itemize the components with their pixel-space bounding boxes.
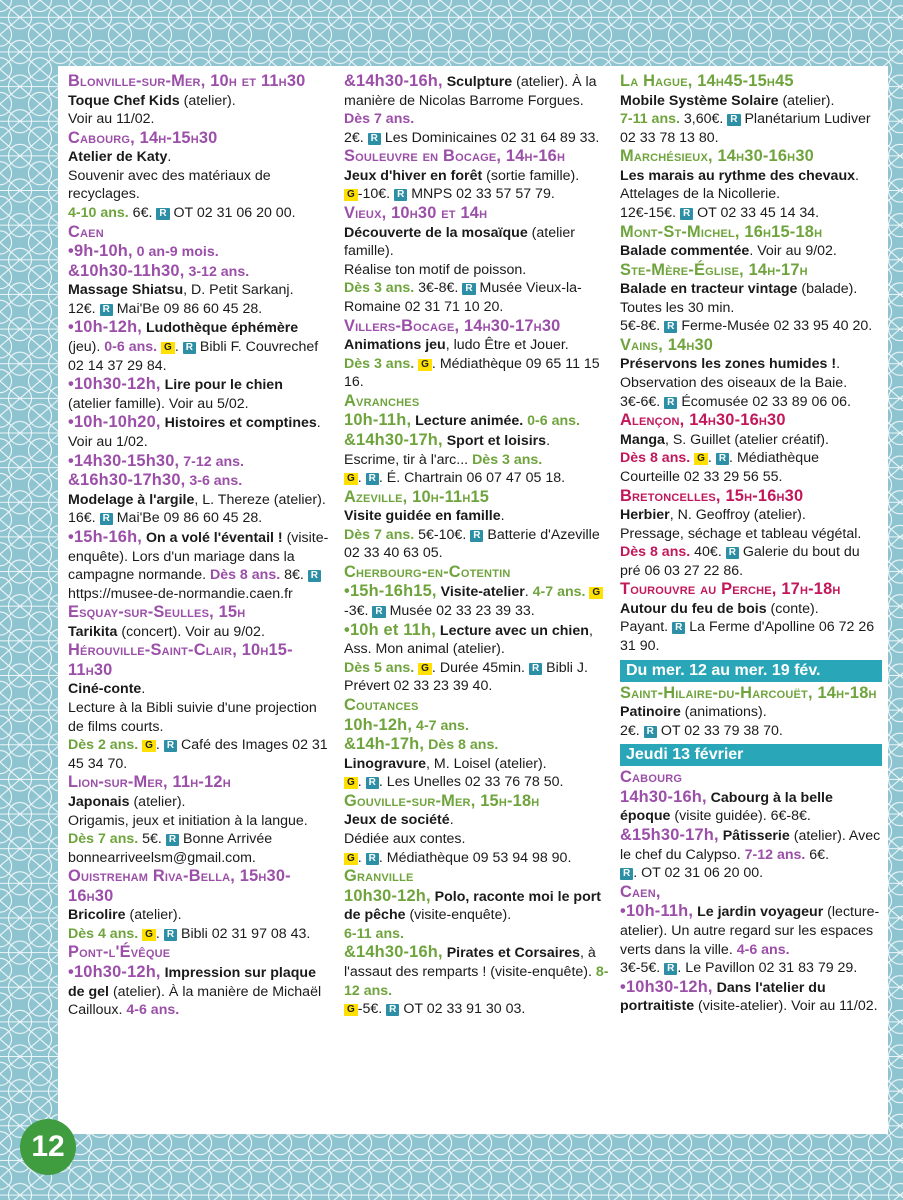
activity-name: Visite-atelier (436, 584, 525, 601)
age-range: Dès 7 ans. (344, 111, 415, 128)
age-range: 6-11 ans. (344, 925, 404, 942)
age-range: Dès 3 ans. (344, 280, 415, 297)
event-time: 10h-12h, (344, 715, 413, 734)
reservation-badge: R (726, 547, 739, 559)
event-description: Pressage, séchage et tableau végétal. (620, 525, 862, 542)
reservation-badge: R (164, 740, 177, 752)
activity-name: Polo, raconte moi le port de pêche (344, 888, 602, 924)
event-blonville: Blonville-sur-Mer, 10h et 11h30 Toque Chef Kids (atelier). Voir au 11/02. (68, 72, 330, 129)
location-title: Vains, 14h30 (620, 335, 714, 354)
age-range: Dès 8 ans. (424, 737, 499, 754)
event-time: &14h-17h, (344, 735, 425, 754)
event-stmere: Ste-Mère-Église, 14h-17h Balade en tracteur vintage (balade). Toutes les 30 min. 5€-8€. R Ferme-Musée 02 33 95 40 20. (620, 261, 882, 336)
age-range: 3-6 ans. (185, 473, 243, 490)
free-badge: G (418, 663, 432, 675)
age-range: 3-12 ans. (184, 263, 250, 280)
location-title: Souleuvre en Bocage, 14h-16h (344, 147, 566, 166)
location-title: Alençon, 14h30-16h30 (620, 411, 786, 430)
column-3 (620, 72, 882, 1016)
activity-name: Jeux de société (344, 812, 450, 829)
event-time: 10h-11h, (344, 411, 412, 430)
location-title: Pont-l'Évêque (68, 943, 171, 962)
event-description: Lecture à la Bibli suivie d'une projection de films courts. (68, 700, 317, 735)
activity-name: Lecture animée. (411, 413, 528, 430)
event-vieux: Vieux, 10h30 et 14h Découverte de la mosaïque (atelier famille). Réalise ton motif de poisson. Dès 3 ans. 3€-8€. R Musée Vieux-la-Romaine 02 31 71 10 20. (344, 204, 612, 316)
location-title: Lion-sur-Mer, 11h-12h (68, 773, 231, 792)
activity-name: Tarikita (68, 623, 118, 640)
reservation-badge: R (308, 570, 321, 582)
event-time: •10h30-12h, (68, 962, 161, 981)
reservation-badge: R (680, 208, 693, 220)
event-time: 14h30-16h, (620, 787, 707, 806)
event-time: &10h30-11h30, (68, 261, 185, 280)
reservation-badge: R (366, 473, 379, 485)
event-caen: Caen •9h-10h, 0 an-9 mois. &10h30-11h30, 3-12 ans. Massage Shiatsu, D. Petit Sarkanj. 12€. R Mai'Be 09 86 60 45 28. •10h-12h, Ludothèque éphémère (jeu). 0-6 ans. G . R Bibli F. Couvrechef 02 14 37 29 84. •10h30-12h, Lire pour le chien (atelier famille). Voir au 5/02. •10h-10h20, Histoires et comptines. Voir au 1/02. •14h30-15h30, 7-12 ans. &16h30-17h30, 3-6 ans. Modelage à l'argile, L. Thereze (atelier). 16€. R Mai'Be 09 86 60 45 28. •15h-16h, On a volé l'éventail ! (visite-enquête). Lors d'un mariage dans la campagne normande. Dès 8 ans. 8€. R https://musee-de-normandie.caen.fr (68, 222, 329, 602)
event-description: Dédiée aux contes. (344, 831, 466, 847)
event-time: •10h-11h, (620, 902, 694, 921)
location-title: Villers-Bocage, 14h30-17h30 (344, 316, 561, 335)
age-range: Dès 8 ans. (620, 544, 691, 561)
reservation-badge: R (100, 304, 113, 316)
event-time: •9h-10h, (68, 242, 133, 261)
date-band: Jeudi 13 février (620, 744, 882, 766)
reservation-badge: R (727, 114, 740, 126)
event-time: •14h30-15h30, (68, 451, 180, 470)
activity-name: Les marais au rythme des chevaux (620, 167, 856, 184)
age-range: Dès 7 ans. (344, 526, 415, 543)
reservation-badge: R (366, 777, 379, 789)
location-title: Cabourg (620, 768, 683, 787)
event-pontleveque: Pont-l'Évêque •10h30-12h, Impression sur plaque de gel (atelier). À la manière de Michaël Cailloux. 4-6 ans. (68, 943, 330, 1019)
event-gouville: Gouville-sur-Mer, 15h-18h Jeux de société. Dédiée aux contes. G . R . Médiathèque 09 53 94 98 90. (344, 792, 612, 867)
event-granville: Granville 10h30-12h, Polo, raconte moi le port de pêche (visite-enquête). 6-11 ans. &14h30-16h, Pirates et Corsaires, à l'assaut des remparts ! (visite-enquête). 8-12 ans. G -5€. R OT 02 33 91 30 03. (344, 867, 612, 1019)
event-marchesieux: Marchésieux, 14h30-16h30 Les marais au rythme des chevaux. Attelages de la Nicollerie. 12€-15€. R OT 02 33 45 14 34. (620, 147, 882, 222)
free-badge: G (344, 777, 358, 789)
column-1 (68, 72, 330, 1020)
activity-name: Ludothèque éphémère (142, 320, 299, 337)
location-title: Marchésieux, 14h30-16h30 (620, 147, 814, 166)
age-range: Dès 8 ans. (209, 567, 281, 584)
activity-name: Préservons les zones humides ! (620, 356, 837, 373)
age-range: Dès 7 ans. (68, 831, 139, 848)
activity-name: On a volé l'éventail ! (142, 529, 283, 546)
location-title: Mont-St-Michel, 16h15-18h (620, 222, 823, 241)
event-bretoncelles: Bretoncelles, 15h-16h30 Herbier, N. Geoffroy (atelier). Pressage, séchage et tableau végétal. Dès 8 ans. 40€. R Galerie du bout du pré 06 03 27 22 86. (620, 487, 882, 581)
location-title: Hérouville-Saint-Clair, 10h15-11h30 (68, 641, 293, 679)
activity-name: Impression sur plaque de gel (68, 964, 316, 1000)
event-time: &14h30-16h, (344, 943, 443, 962)
activity-name: Cabourg à la belle époque (620, 789, 833, 825)
location-title: Esquay-sur-Seulles, 15h (68, 603, 246, 622)
age-range: 0-6 ans. (104, 339, 162, 356)
age-range: 0-6 ans. (527, 413, 580, 430)
age-range: 4-6 ans. (126, 1002, 180, 1019)
activity-name: Le jardin voyageur (693, 904, 824, 921)
activity-name: Sport et loisirs (442, 432, 547, 449)
activity-name: Sculpture (442, 74, 513, 90)
activity-name: Linogravure (344, 755, 426, 772)
event-sthilaire: Saint-Hilaire-du-Harcouët, 14h-18h Patinoire (animations). 2€. R OT 02 33 79 38 70. (620, 684, 882, 741)
reservation-badge: R (529, 663, 542, 675)
location-title: Cabourg, 14h-15h30 (68, 128, 218, 147)
event-montstmichel: Mont-St-Michel, 16h15-18h Balade commentée. Voir au 9/02. (620, 223, 882, 261)
activity-name: Manga (620, 431, 665, 448)
event-time: •10h-12h, (68, 318, 143, 337)
event-time: 10h30-12h, (344, 886, 431, 905)
event-cabourg: Cabourg, 14h-15h30 Atelier de Katy. Souvenir avec des matériaux de recyclages. 4-10 ans. 6€. R OT 02 31 06 20 00. (68, 129, 330, 223)
age-range: Dès 3 ans. (344, 355, 419, 372)
event-time: •15h-16h, (68, 527, 143, 546)
activity-name: Massage Shiatsu (68, 282, 184, 299)
age-range: Dès 8 ans. (620, 450, 695, 467)
reservation-badge: R (372, 606, 385, 618)
age-range: Dès 3 ans. (472, 451, 543, 468)
event-esquay: Esquay-sur-Seulles, 15h Tarikita (concert). Voir au 9/02. (68, 603, 330, 641)
location-title: Coutances (344, 696, 419, 715)
age-range: 4-7 ans. (532, 584, 586, 601)
event-azeville: Azeville, 10h-11h15 Visite guidée en famille. Dès 7 ans. 5€-10€. R Batterie d'Azeville 02 33 40 63 05. (344, 488, 612, 563)
event-lion: Lion-sur-Mer, 11h-12h Japonais (atelier). Origamis, jeux et initiation à la langue. Dès 7 ans. 5€. R Bonne Arrivée bonnearriveelsm@gmail.com. (68, 773, 330, 867)
location-title: Vieux, 10h30 et 14h (344, 204, 488, 223)
location-title: Gouville-sur-Mer, 15h-18h (344, 791, 540, 810)
activity-name: Herbier (620, 507, 670, 523)
activity-name: Animations jeu (344, 337, 446, 354)
event-time: &14h30-16h, (344, 72, 443, 90)
event-avranches: Avranches 10h-11h, Lecture animée. 0-6 ans. &14h30-17h, Sport et loisirs. Escrime, tir à l'arc... Dès 3 ans. G . R . É. Chartrain 06 07 47 05 18. (344, 392, 612, 488)
event-tourouvre: Tourouvre au Perche, 17h-18h Autour du feu de bois (conte). Payant. R La Ferme d'Apolline 06 72 26 31 90. (620, 580, 882, 655)
location-title: Ste-Mère-Église, 14h-17h (620, 260, 808, 279)
event-time: &16h30-17h30, (68, 471, 186, 490)
reservation-badge: R (664, 963, 677, 975)
event-time: •10h et 11h, (344, 620, 436, 639)
event-souleuvre: Souleuvre en Bocage, 14h-16h Jeux d'hiver en forêt (sortie famille). G -10€. R MNPS 02 33 57 57 79. (344, 147, 612, 204)
reservation-badge: R (386, 1004, 399, 1016)
event-caen-13: Caen, •10h-11h, Le jardin voyageur (lecture-atelier). Un autre regard sur les espaces verts dans la ville. 4-6 ans. 3€-5€. R . Le Pavillon 02 31 83 79 29. •10h30-12h, Dans l'atelier du portraitiste (visite-atelier). Voir au 11/02. (620, 883, 882, 1016)
event-time: •15h-16h15, (344, 582, 437, 601)
free-badge: G (694, 453, 708, 465)
activity-name: Lire pour le chien (160, 377, 283, 394)
reservation-badge: R (716, 453, 729, 465)
event-coutances: Coutances 10h-12h, 4-7 ans. &14h-17h, Dès 8 ans. Linogravure, M. Loisel (atelier). G . R . Les Unelles 02 33 76 78 50. (344, 696, 612, 792)
event-time: &15h30-17h, (620, 826, 719, 845)
age-range: 4-10 ans. (68, 204, 129, 221)
activity-name: Balade en tracteur vintage (620, 281, 798, 298)
page-number-badge: 12 (20, 1119, 76, 1175)
date-band: Du mer. 12 au mer. 19 fév. (620, 660, 882, 682)
event-link[interactable]: https://musee-de-normandie.caen.fr (68, 585, 293, 602)
event-alencon: Alençon, 14h30-16h30 Manga, S. Guillet (atelier créatif). Dès 8 ans. G . R . Médiathèque Courteille 02 33 29 56 55. (620, 411, 882, 486)
age-range: 4-6 ans. (736, 941, 790, 958)
event-villers: Villers-Bocage, 14h30-17h30 Animations jeu, ludo Être et Jouer. Dès 3 ans. G . Médiathèque 09 65 11 15 16. (344, 317, 612, 392)
reservation-badge: R (394, 189, 407, 201)
reservation-badge: R (183, 342, 196, 354)
event-description: Toutes les 30 min. (620, 299, 735, 316)
activity-name: Pirates et Corsaires (442, 945, 581, 962)
event-description: Observation des oiseaux de la Baie. (620, 375, 848, 392)
activity-name: Visite guidée en famille (344, 508, 501, 525)
activity-name: Balade commentée (620, 243, 750, 260)
reservation-badge: R (470, 530, 483, 542)
activity-name: Modelage à l'argile (68, 491, 195, 508)
location-title: Cherbourg-en-Cotentin (344, 562, 511, 581)
activity-name: Patinoire (620, 704, 681, 721)
reservation-badge: R (644, 726, 657, 738)
activity-name: Jeux d'hiver en forêt (344, 167, 483, 184)
event-lahague: La Hague, 14h45-15h45 Mobile Système Solaire (atelier). 7-11 ans. 3,60€. R Planétarium Ludiver 02 33 78 13 80. (620, 72, 882, 147)
location-title: Bretoncelles, 15h-16h30 (620, 486, 804, 505)
age-range: 8-12 ans. (344, 964, 609, 999)
reservation-badge: R (620, 868, 633, 880)
activity-name: Mobile Système Solaire (620, 92, 779, 109)
reservation-badge: R (366, 853, 379, 865)
location-title: Ouistreham Riva-Bella, 15h30-16h30 (68, 867, 291, 905)
reservation-badge: R (672, 622, 685, 634)
reservation-badge: R (166, 834, 179, 846)
location-title: Azeville, 10h-11h15 (344, 487, 490, 506)
free-badge: G (142, 740, 156, 752)
age-range: 7-11 ans. (620, 111, 680, 128)
activity-name: Autour du feu de bois (620, 600, 767, 617)
reservation-badge: R (462, 283, 475, 295)
event-cabourg-13: Cabourg 14h30-16h, Cabourg à la belle époque (visite guidée). 6€-8€. &15h30-17h, Pâtisserie (atelier). Avec le chef du Calypso. 7-12 ans. 6€. R . OT 02 31 06 20 00. (620, 768, 881, 882)
event-description: Réalise ton motif de poisson. (344, 261, 527, 278)
free-badge: G (344, 1004, 358, 1016)
event-time: •10h30-12h, (620, 977, 713, 996)
reservation-badge: R (164, 929, 177, 941)
event-time: •10h30-12h, (68, 375, 161, 394)
free-badge: G (418, 359, 432, 371)
location-title: Caen, (620, 882, 661, 901)
activity-name: Atelier de Katy (68, 149, 168, 166)
location-title: Saint-Hilaire-du-Harcouët, 14h-18h (620, 683, 877, 702)
location-title: Granville (344, 867, 414, 886)
column-2 (344, 72, 612, 1019)
event-description: Origamis, jeux et initiation à la langue. (68, 812, 308, 829)
event-time: •10h-10h20, (68, 413, 161, 432)
activity-name: Bricolire (68, 907, 126, 924)
event-note: Voir au 11/02. (68, 111, 155, 128)
reservation-badge: R (664, 397, 677, 409)
activity-name: Dans l'atelier du portraitiste (620, 979, 826, 1015)
activity-name: Japonais (68, 793, 130, 810)
free-badge: G (344, 473, 358, 485)
age-range: 0 an-9 mois. (132, 244, 219, 261)
reservation-badge: R (156, 208, 169, 220)
activity-name: Lecture avec un chien (435, 622, 589, 639)
reservation-badge: R (368, 133, 381, 145)
activity-name: Toque Chef Kids (68, 92, 180, 109)
activity-name: Histoires et comptines (160, 415, 317, 432)
free-badge: G (344, 853, 358, 865)
age-range: 7-12 ans. (744, 846, 806, 863)
activity-name: Ciné-conte (68, 681, 142, 698)
free-badge: G (344, 189, 358, 201)
free-badge: G (161, 342, 175, 354)
age-range: Dès 2 ans. (68, 737, 143, 754)
location-title: La Hague, 14h45-15h45 (620, 72, 794, 90)
event-time: &14h30-17h, (344, 430, 443, 449)
age-range: 7-12 ans. (179, 453, 244, 470)
free-badge: G (142, 929, 156, 941)
location-title: Caen (68, 222, 104, 241)
activity-name: Découverte de la mosaïque (344, 224, 528, 241)
location-title: Avranches (344, 391, 420, 410)
event-description: Souvenir avec des matériaux de recyclages. (68, 167, 271, 203)
free-badge: G (589, 587, 603, 599)
activity-name: Pâtisserie (718, 828, 790, 845)
event-vains: Vains, 14h30 Préservons les zones humides !. Observation des oiseaux de la Baie. 3€-6€. R Écomusée 02 33 89 06 06. (620, 336, 882, 411)
location-title: Blonville-sur-Mer, 10h et 11h30 (68, 72, 306, 90)
reservation-badge: R (100, 513, 113, 525)
age-range: 4-7 ans. (412, 717, 469, 734)
age-range: Dès 4 ans. (68, 925, 143, 942)
event-description: Attelages de la Nicollerie. (620, 186, 781, 203)
location-title: Tourouvre au Perche, 17h-18h (620, 580, 841, 599)
event-pontleveque-cont: &14h30-16h, Sculpture (atelier). À la manière de Nicolas Barrome Forgues. Dès 7 ans. 2€. R Les Dominicaines 02 31 64 89 33. (344, 72, 600, 146)
event-ouistreham: Ouistreham Riva-Bella, 15h30-16h30 Bricolire (atelier). Dès 4 ans. G . R Bibli 02 31 97 08 43. (68, 867, 330, 943)
content-page (58, 66, 888, 1134)
event-herouville: Hérouville-Saint-Clair, 10h15-11h30 Ciné-conte. Lecture à la Bibli suivie d'une projection de films courts. Dès 2 ans. G . R Café des Images 02 31 45 34 70. (68, 641, 330, 773)
age-range: Dès 5 ans. (344, 659, 419, 676)
event-cherbourg: Cherbourg-en-Cotentin •15h-16h15, Visite-atelier. 4-7 ans. G-3€. R Musée 02 33 23 39 33. •10h et 11h, Lecture avec un chien, Ass. Mon animal (atelier). Dès 5 ans. G . Durée 45min. R Bibli J. Prévert 02 33 23 39 40. (344, 563, 612, 696)
reservation-badge: R (664, 321, 677, 333)
